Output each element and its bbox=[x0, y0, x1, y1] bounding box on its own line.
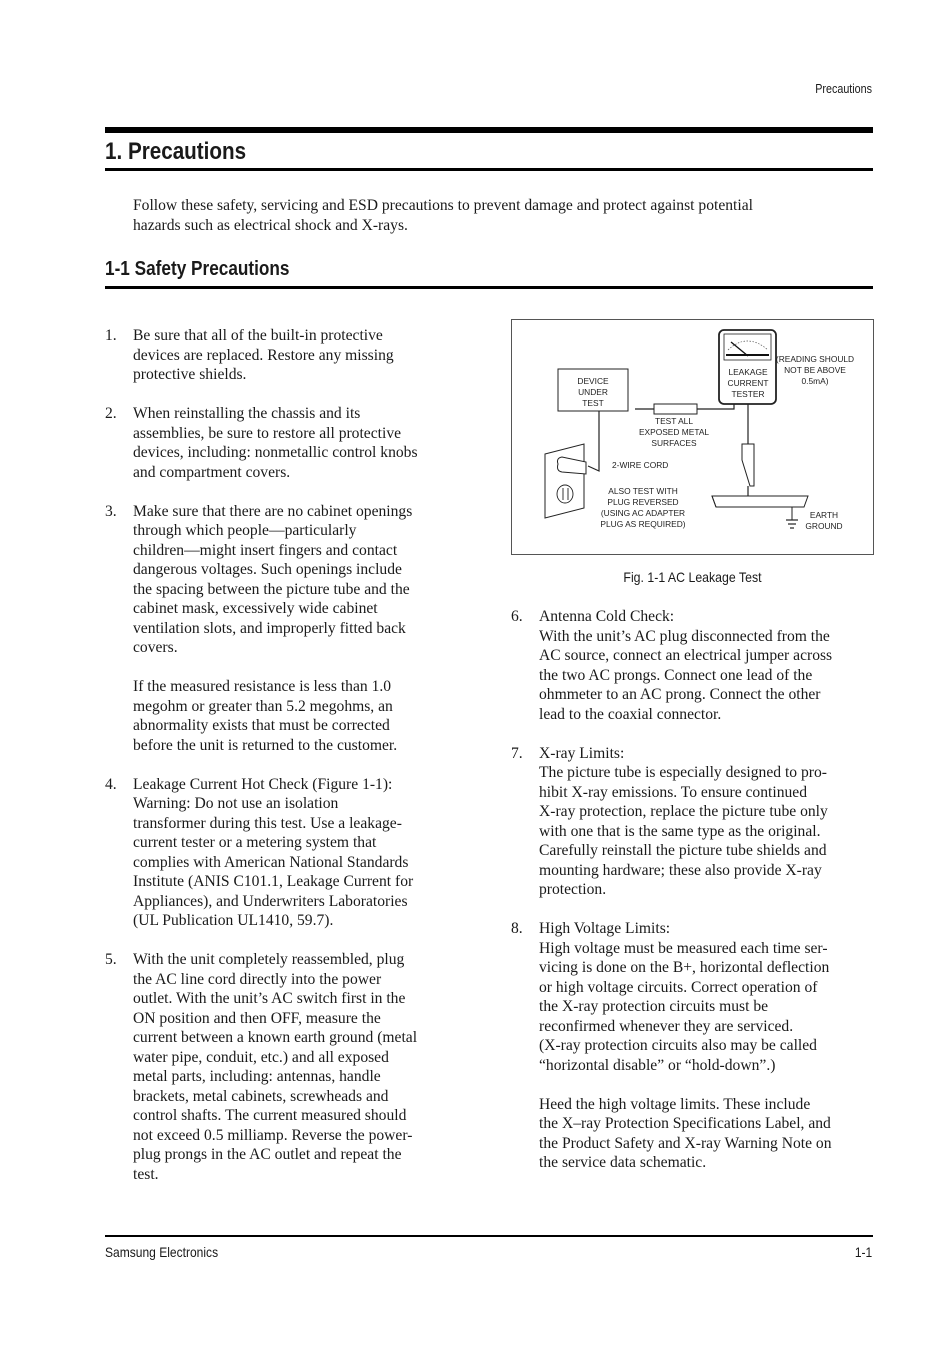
item-paragraph bbox=[539, 744, 876, 900]
tester-label-line: LEAKAGE bbox=[728, 367, 768, 377]
text-line: the service data schematic. bbox=[539, 1154, 707, 1171]
text-line: megohm or greater than 5.2 megohms, an bbox=[133, 697, 393, 715]
text-line: High Voltage Limits: bbox=[539, 920, 671, 937]
footer-publisher: Samsung Electronics bbox=[105, 1244, 219, 1260]
running-header: Precautions bbox=[815, 82, 872, 96]
ground-clip bbox=[742, 444, 754, 486]
ac-leakage-test-figure bbox=[511, 319, 874, 555]
text-line: the X–ray Protection Specifications Label, and bbox=[539, 1115, 831, 1132]
text-line: With the unit completely reassembled, plug bbox=[133, 951, 405, 968]
text-line: brackets, metal cabinets, screwheads and bbox=[133, 1087, 389, 1105]
item-number: 5. bbox=[105, 951, 117, 968]
figure-caption bbox=[511, 569, 874, 585]
test-probe bbox=[654, 404, 697, 414]
text-line: When reinstalling the chassis and its bbox=[133, 405, 361, 422]
chapter-top-rule bbox=[105, 127, 873, 133]
text-line: water pipe, conduit, etc.) and all exposed bbox=[133, 1048, 389, 1066]
text-line: devices, including: nonmetallic control knobs bbox=[133, 444, 418, 461]
text-line: (X-ray protection circuits also may be called bbox=[539, 1037, 817, 1054]
item-paragraph bbox=[539, 607, 876, 724]
chapter-intro bbox=[133, 196, 863, 235]
chapter-title: 1. Precautions bbox=[105, 138, 247, 165]
text-line: Institute (ANIS C101.1, Leakage Current for bbox=[133, 873, 414, 890]
list-item bbox=[105, 950, 465, 1184]
item-paragraph bbox=[133, 950, 465, 1184]
text-line: test. bbox=[133, 1165, 159, 1183]
intro-line: Follow these safety, servicing and ESD precautions to prevent damage and protect against potential bbox=[133, 197, 753, 214]
text-line: and compartment covers. bbox=[133, 463, 291, 481]
test-surfaces-label: SURFACES bbox=[651, 438, 697, 448]
text-line: the spacing between the picture tube and the bbox=[133, 580, 410, 598]
tester-label-line: TESTER bbox=[731, 389, 765, 399]
text-line: the X-ray protection circuits must be bbox=[539, 998, 769, 1015]
ground-bar bbox=[712, 496, 808, 507]
text-line: the two AC prongs. Connect one lead of the bbox=[539, 666, 813, 684]
text-line: ohmmeter to an AC prong. Connect the other bbox=[539, 686, 821, 703]
text-line: abnormality exists that must be corrected bbox=[133, 717, 390, 734]
text-line: “horizontal disable” or “hold-down”.) bbox=[539, 1056, 776, 1074]
two-wire-cord bbox=[588, 411, 599, 471]
text-line: assemblies, be sure to restore all protective bbox=[133, 424, 402, 442]
text-line: plug prongs in the AC outlet and repeat the bbox=[133, 1146, 402, 1163]
list-item bbox=[511, 919, 876, 1173]
list-item bbox=[105, 404, 465, 482]
text-line: The picture tube is especially designed to pro- bbox=[539, 764, 827, 781]
text-line: Antenna Cold Check: bbox=[539, 608, 675, 625]
item-paragraph bbox=[133, 404, 465, 482]
item-number: 6. bbox=[511, 608, 523, 625]
figure-caption-text: Fig. 1-1 AC Leakage Test bbox=[623, 569, 762, 585]
item-number: 1. bbox=[105, 327, 117, 344]
list-item bbox=[511, 607, 876, 724]
text-line: or high voltage circuits. Correct operation of bbox=[539, 978, 818, 996]
text-line: X-ray protection, replace the picture tube only bbox=[539, 803, 828, 820]
test-surfaces-label: TEST ALL bbox=[654, 416, 694, 426]
item-number: 4. bbox=[105, 775, 117, 793]
reverse-note: (USING AC ADAPTER bbox=[600, 508, 686, 518]
reading-note: (READING SHOULD bbox=[775, 354, 855, 364]
item-paragraph bbox=[133, 775, 465, 931]
list-item bbox=[105, 775, 465, 931]
item-number: 7. bbox=[511, 744, 523, 762]
text-line: High voltage must be measured each time ser- bbox=[539, 939, 828, 957]
text-line: AC source, connect an electrical jumper across bbox=[539, 647, 833, 664]
text-line: complies with American National Standards bbox=[133, 853, 409, 871]
text-line: mounting hardware; these also provide X-ray bbox=[539, 861, 822, 879]
reading-note: NOT BE ABOVE bbox=[784, 365, 846, 375]
text-line: Carefully reinstall the picture tube shields and bbox=[539, 842, 827, 859]
text-line: current between a known earth ground (metal bbox=[133, 1029, 418, 1046]
text-line: the AC line cord directly into the power bbox=[133, 970, 382, 988]
footer-rule bbox=[105, 1235, 873, 1237]
intro-line: hazards such as electrical shock and X-rays. bbox=[133, 216, 408, 234]
text-line: outlet. With the unit’s AC switch first in the bbox=[133, 990, 406, 1007]
list-item bbox=[105, 326, 465, 385]
test-surfaces-label: EXPOSED METAL bbox=[638, 427, 710, 437]
left-column bbox=[105, 326, 465, 1204]
device-label-line: DEVICE bbox=[577, 376, 609, 386]
cord-label: 2-WIRE CORD bbox=[612, 460, 669, 470]
section-title: 1-1 Safety Precautions bbox=[105, 258, 290, 280]
text-line: Appliances), and Underwriters Laboratories bbox=[133, 892, 408, 910]
tester-label-line: CURRENT bbox=[727, 378, 769, 388]
text-line: reconfirmed whenever they are serviced. bbox=[539, 1017, 794, 1035]
ac-leakage-diagram bbox=[512, 320, 873, 554]
item-paragraph bbox=[133, 677, 465, 755]
reverse-note: ALSO TEST WITH bbox=[608, 486, 678, 496]
text-line: hibit X-ray emissions. To ensure continued bbox=[539, 783, 808, 801]
reading-note: 0.5mA) bbox=[801, 376, 829, 386]
text-line: before the unit is returned to the customer. bbox=[133, 736, 398, 754]
device-label-line: UNDER bbox=[578, 387, 608, 397]
item-paragraph bbox=[539, 919, 876, 1075]
page-number: 1-1 bbox=[854, 1244, 872, 1260]
item-paragraph bbox=[133, 502, 465, 658]
text-line: ventilation slots, and improperly fitted back bbox=[133, 619, 406, 637]
item-paragraph bbox=[133, 326, 465, 385]
text-line: covers. bbox=[133, 639, 178, 656]
text-line: cabinet mask, excessively wide cabinet bbox=[133, 600, 378, 617]
text-line: the Product Safety and X-ray Warning Note on bbox=[539, 1134, 832, 1152]
device-label-line: TEST bbox=[582, 398, 604, 408]
chapter-bottom-rule bbox=[105, 168, 873, 171]
wall-outlet-icon bbox=[545, 444, 584, 518]
text-line: lead to the coaxial connector. bbox=[539, 705, 722, 723]
text-line: vicing is done on the B+, horizontal deflection bbox=[539, 959, 830, 976]
outlet-socket bbox=[557, 485, 573, 503]
text-line: control shafts. The current measured should bbox=[133, 1107, 407, 1124]
list-item bbox=[105, 502, 465, 756]
text-line: metal parts, including: antennas, handle bbox=[133, 1068, 381, 1085]
earth-ground-label: GROUND bbox=[805, 521, 843, 531]
text-line: Warning: Do not use an isolation bbox=[133, 795, 339, 812]
item-number: 2. bbox=[105, 405, 117, 422]
text-line: Make sure that there are no cabinet openings bbox=[133, 502, 413, 520]
text-line: children—might insert fingers and contact bbox=[133, 541, 398, 559]
item-number: 8. bbox=[511, 920, 523, 937]
text-line: (UL Publication UL1410, 59.7). bbox=[133, 912, 334, 929]
text-line: with one that is the same type as the original. bbox=[539, 822, 821, 840]
earth-ground-label: EARTH bbox=[809, 510, 839, 520]
text-line: Leakage Current Hot Check (Figure 1-1): bbox=[133, 775, 393, 793]
reverse-note: PLUG REVERSED bbox=[607, 497, 679, 507]
text-line: ON position and then OFF, measure the bbox=[133, 1009, 381, 1027]
text-line: With the unit’s AC plug disconnected from the bbox=[539, 627, 830, 645]
item-paragraph bbox=[539, 1095, 876, 1173]
text-line: If the measured resistance is less than 1.0 bbox=[133, 678, 392, 695]
text-line: Be sure that all of the built-in protective bbox=[133, 327, 383, 344]
text-line: X-ray Limits: bbox=[539, 744, 625, 762]
text-line: dangerous voltages. Such openings include bbox=[133, 561, 402, 578]
text-line: Heed the high voltage limits. These include bbox=[539, 1095, 811, 1113]
text-line: protection. bbox=[539, 881, 607, 898]
list-item bbox=[511, 744, 876, 900]
text-line: devices are replaced. Restore any missing bbox=[133, 346, 394, 364]
item-number: 3. bbox=[105, 502, 117, 520]
text-line: current tester or a metering system that bbox=[133, 834, 377, 851]
text-line: through which people—particularly bbox=[133, 522, 357, 539]
text-line: protective shields. bbox=[133, 366, 247, 383]
section-rule bbox=[105, 286, 873, 289]
right-column bbox=[511, 607, 876, 1192]
text-line: transformer during this test. Use a leakage- bbox=[133, 814, 402, 832]
reverse-note: PLUG AS REQUIRED) bbox=[600, 519, 686, 529]
text-line: not exceed 0.5 milliamp. Reverse the power- bbox=[133, 1126, 413, 1144]
